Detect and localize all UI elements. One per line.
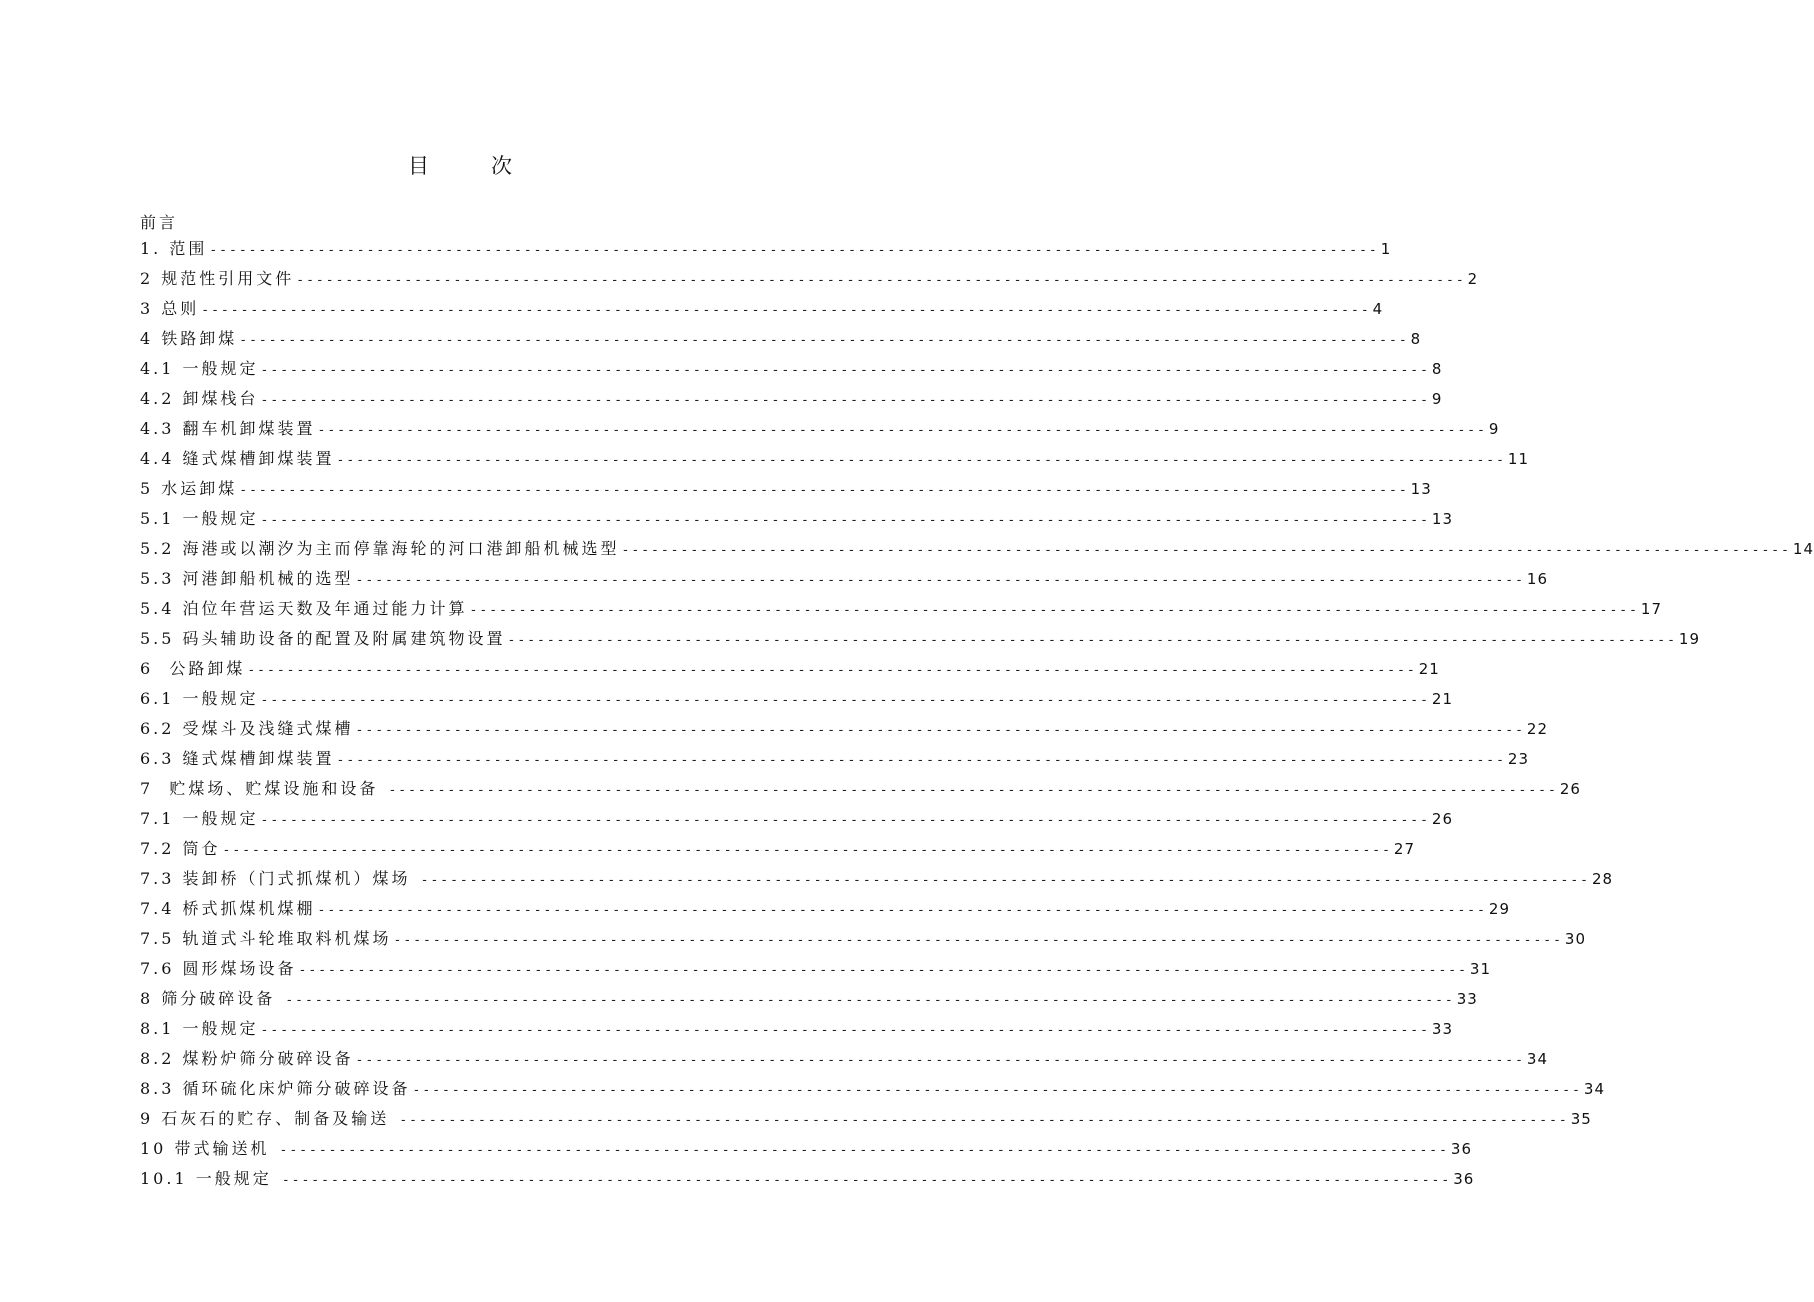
toc-entry-page-number: 21 xyxy=(1418,660,1440,678)
toc-entry-page-number: 11 xyxy=(1507,450,1530,468)
toc-entry-page-number: 22 xyxy=(1526,720,1549,738)
toc-entry[interactable] xyxy=(140,1104,1592,1134)
toc-entry-label: 7.1 一般规定 xyxy=(140,809,259,828)
toc-entry-leader: ----------------------------------------------------------------------------------------------------------------------- xyxy=(260,363,1430,378)
toc-entry-label: 5 水运卸煤 xyxy=(140,479,238,498)
toc-entry[interactable] xyxy=(140,1044,1549,1074)
toc-entry-leader: ----------------------------------------------------------------------------------------------------------------------- xyxy=(420,873,1590,888)
toc-entry[interactable] xyxy=(140,1164,1475,1194)
toc-entry[interactable] xyxy=(140,564,1549,594)
toc-entry-page-number: 14 xyxy=(1792,540,1814,558)
toc-entry[interactable] xyxy=(140,924,1587,954)
toc-entry-page-number: 1 xyxy=(1380,240,1392,258)
toc-entry[interactable] xyxy=(140,654,1440,684)
toc-entry-leader: ----------------------------------------------------------------------------------------------------------------------- xyxy=(469,603,1639,618)
toc-entry[interactable] xyxy=(140,1074,1606,1104)
toc-entry[interactable] xyxy=(140,354,1443,384)
toc-entry-leader: ----------------------------------------------------------------------------------------------------------------------- xyxy=(355,1053,1525,1068)
toc-entry-leader: ----------------------------------------------------------------------------------------------------------------------- xyxy=(281,1173,1452,1188)
toc-entry-page-number: 35 xyxy=(1570,1110,1592,1128)
toc-entry-label: 7.4 桥式抓煤机煤棚 xyxy=(140,899,316,918)
toc-entry[interactable] xyxy=(140,414,1500,444)
toc-entry[interactable] xyxy=(140,834,1416,864)
toc-entry-label: 4.2 卸煤栈台 xyxy=(140,389,259,408)
toc-entry-label: 8.3 循环硫化床炉筛分破碎设备 xyxy=(140,1079,411,1098)
toc-entry-page-number: 36 xyxy=(1450,1140,1473,1158)
toc-entry[interactable] xyxy=(140,264,1479,294)
toc-entry-page-number: 4 xyxy=(1372,300,1384,318)
toc-entry-page-number: 9 xyxy=(1431,390,1443,408)
toc-entry-page-number: 26 xyxy=(1559,780,1581,798)
toc-entry[interactable] xyxy=(140,984,1478,1014)
toc-entry-label: 9 石灰石的贮存、制备及输送 xyxy=(140,1109,398,1128)
toc-entry-leader: ----------------------------------------------------------------------------------------------------------------------- xyxy=(285,993,1455,1008)
toc-entry-label: 5.5 码头辅助设备的配置及附属建筑物设置 xyxy=(140,629,506,648)
toc-entry-page-number: 19 xyxy=(1678,630,1701,648)
toc-entry-label: 5.3 河港卸船机械的选型 xyxy=(140,569,354,588)
toc-entry-label: 10 带式输送机 xyxy=(140,1139,278,1158)
toc-entry-leader: ----------------------------------------------------------------------------------------------------------------------- xyxy=(393,933,1563,948)
toc-entry-page-number: 29 xyxy=(1488,900,1511,918)
toc-entry-label: 3 总则 xyxy=(140,299,200,318)
toc-entry[interactable] xyxy=(140,684,1454,714)
toc-entry-label: 5.1 一般规定 xyxy=(140,509,259,528)
toc-entry-page-number: 33 xyxy=(1456,990,1478,1008)
toc-entry-leader: ----------------------------------------------------------------------------------------------------------------------- xyxy=(260,1023,1430,1038)
toc-entry-leader: ----------------------------------------------------------------------------------------------------------------------- xyxy=(317,903,1487,918)
toc-entry-page-number: 26 xyxy=(1431,810,1454,828)
toc-entry-leader: ----------------------------------------------------------------------------------------------------------------------- xyxy=(336,453,1506,468)
toc-entry-label: 8.2 煤粉炉筛分破碎设备 xyxy=(140,1049,354,1068)
toc-entry-label: 1. 范围 xyxy=(140,239,208,258)
toc-entry[interactable] xyxy=(140,1134,1473,1164)
toc-entry-page-number: 17 xyxy=(1640,600,1663,618)
toc-entry[interactable] xyxy=(140,234,1392,264)
toc-entry-leader: ----------------------------------------------------------------------------------------------------------------------- xyxy=(296,273,1466,288)
toc-entry-page-number: 33 xyxy=(1431,1020,1454,1038)
toc-entry-leader: ----------------------------------------------------------------------------------------------------------------------- xyxy=(209,243,1379,258)
toc-entry-leader: ----------------------------------------------------------------------------------------------------------------------- xyxy=(298,963,1468,978)
toc-entry-label: 前言 xyxy=(140,213,179,232)
toc-entry[interactable] xyxy=(140,894,1511,924)
toc-entry[interactable] xyxy=(140,864,1614,894)
toc-entry[interactable] xyxy=(140,474,1432,504)
toc-entry[interactable] xyxy=(140,324,1422,354)
toc-entry-label: 6.2 受煤斗及浅缝式煤槽 xyxy=(140,719,354,738)
toc-entry-label: 7.6 圆形煤场设备 xyxy=(140,959,297,978)
toc-entry[interactable] xyxy=(140,954,1492,984)
toc-entry-leader: ----------------------------------------------------------------------------------------------------------------------- xyxy=(260,813,1430,828)
toc-entry-label: 2 规范性引用文件 xyxy=(140,269,295,288)
toc-title xyxy=(0,150,920,180)
toc-entry-page-number: 27 xyxy=(1393,840,1416,858)
toc-entry[interactable] xyxy=(140,594,1663,624)
toc-entry-leader: ----------------------------------------------------------------------------------------------------------------------- xyxy=(239,483,1409,498)
toc-entry-page-number: 36 xyxy=(1453,1170,1475,1188)
toc-entry[interactable] xyxy=(140,804,1454,834)
toc-entry-leader: ----------------------------------------------------------------------------------------------------------------------- xyxy=(222,843,1392,858)
toc-entry-leader: ----------------------------------------------------------------------------------------------------------------------- xyxy=(317,423,1487,438)
toc-entry-leader: ----------------------------------------------------------------------------------------------------------------------- xyxy=(260,693,1430,708)
toc-entry-leader: ----------------------------------------------------------------------------------------------------------------------- xyxy=(260,393,1430,408)
toc-entry-leader: ----------------------------------------------------------------------------------------------------------------------- xyxy=(201,303,1371,318)
toc-entry[interactable] xyxy=(140,384,1443,414)
toc-entry[interactable] xyxy=(140,774,1581,804)
toc-entry-label: 8 筛分破碎设备 xyxy=(140,989,284,1008)
toc-entry-leader: ----------------------------------------------------------------------------------------------------------------------- xyxy=(279,1143,1449,1158)
toc-entry-label: 7.5 轨道式斗轮堆取料机煤场 xyxy=(140,929,392,948)
toc-title-part1: 目 xyxy=(408,154,429,178)
toc-entry-label: 5.4 泊位年营运天数及年通过能力计算 xyxy=(140,599,468,618)
toc-entry-page-number: 28 xyxy=(1592,870,1614,888)
toc-entry-label: 4 铁路卸煤 xyxy=(140,329,238,348)
toc-entry[interactable] xyxy=(140,534,1814,564)
toc-entry-page-number: 31 xyxy=(1469,960,1492,978)
toc-entry[interactable] xyxy=(140,504,1454,534)
toc-entry-leader: ----------------------------------------------------------------------------------------------------------------------- xyxy=(355,723,1525,738)
toc-entry-page-number: 34 xyxy=(1526,1050,1549,1068)
toc-entry-label: 6.1 一般规定 xyxy=(140,689,259,708)
toc-entry-page-number: 34 xyxy=(1583,1080,1606,1098)
toc-entry-page-number: 13 xyxy=(1431,510,1454,528)
toc-entry-page-number: 21 xyxy=(1431,690,1454,708)
toc-entry[interactable] xyxy=(140,714,1549,744)
toc-entry-page-number: 9 xyxy=(1488,420,1500,438)
toc-entry-label: 10.1 一般规定 xyxy=(140,1169,280,1188)
toc-entry-leader: ----------------------------------------------------------------------------------------------------------------------- xyxy=(399,1113,1569,1128)
toc-entry-label: 6.3 缝式煤槽卸煤装置 xyxy=(140,749,335,768)
toc-entry-label: 7 贮煤场、贮煤设施和设备 xyxy=(140,779,387,798)
toc-entry-page-number: 16 xyxy=(1526,570,1549,588)
toc-title-part2: 次 xyxy=(491,154,512,178)
toc-entry-leader: ----------------------------------------------------------------------------------------------------------------------- xyxy=(621,543,1791,558)
toc-entry-label: 5.2 海港或以潮汐为主而停靠海轮的河口港卸船机械选型 xyxy=(140,539,620,558)
toc-entry-leader: ----------------------------------------------------------------------------------------------------------------------- xyxy=(247,663,1417,678)
toc-entry[interactable] xyxy=(140,624,1701,654)
table-of-contents xyxy=(140,212,1814,1194)
toc-entry-page-number: 8 xyxy=(1431,360,1443,378)
toc-entry-label: 8.1 一般规定 xyxy=(140,1019,259,1038)
toc-entry-leader: ----------------------------------------------------------------------------------------------------------------------- xyxy=(388,783,1558,798)
toc-entry-leader: ----------------------------------------------------------------------------------------------------------------------- xyxy=(355,573,1525,588)
toc-entry-leader: ----------------------------------------------------------------------------------------------------------------------- xyxy=(336,753,1506,768)
toc-entry-leader: ----------------------------------------------------------------------------------------------------------------------- xyxy=(239,333,1409,348)
toc-entry-leader: ----------------------------------------------------------------------------------------------------------------------- xyxy=(412,1083,1582,1098)
toc-entry-page-number: 8 xyxy=(1410,330,1422,348)
toc-entry[interactable] xyxy=(140,444,1530,474)
toc-entry-page-number: 23 xyxy=(1507,750,1530,768)
toc-entry-label: 4.4 缝式煤槽卸煤装置 xyxy=(140,449,335,468)
toc-entry[interactable] xyxy=(140,1014,1454,1044)
toc-entry-leader: ----------------------------------------------------------------------------------------------------------------------- xyxy=(507,633,1677,648)
toc-entry[interactable] xyxy=(140,212,778,234)
toc-entry-page-number: 2 xyxy=(1467,270,1479,288)
toc-entry[interactable] xyxy=(140,294,1384,324)
toc-entry-label: 4.1 一般规定 xyxy=(140,359,259,378)
toc-entry-label: 6 公路卸煤 xyxy=(140,659,246,678)
toc-entry[interactable] xyxy=(140,744,1530,774)
toc-entry-page-number: 30 xyxy=(1564,930,1587,948)
toc-entry-page-number: 13 xyxy=(1410,480,1432,498)
toc-entry-leader: ----------------------------------------------------------------------------------------------------------------------- xyxy=(260,513,1430,528)
toc-entry-label: 4.3 翻车机卸煤装置 xyxy=(140,419,316,438)
toc-entry-label: 7.2 筒仓 xyxy=(140,839,221,858)
toc-entry-label: 7.3 装卸桥（门式抓煤机）煤场 xyxy=(140,869,419,888)
